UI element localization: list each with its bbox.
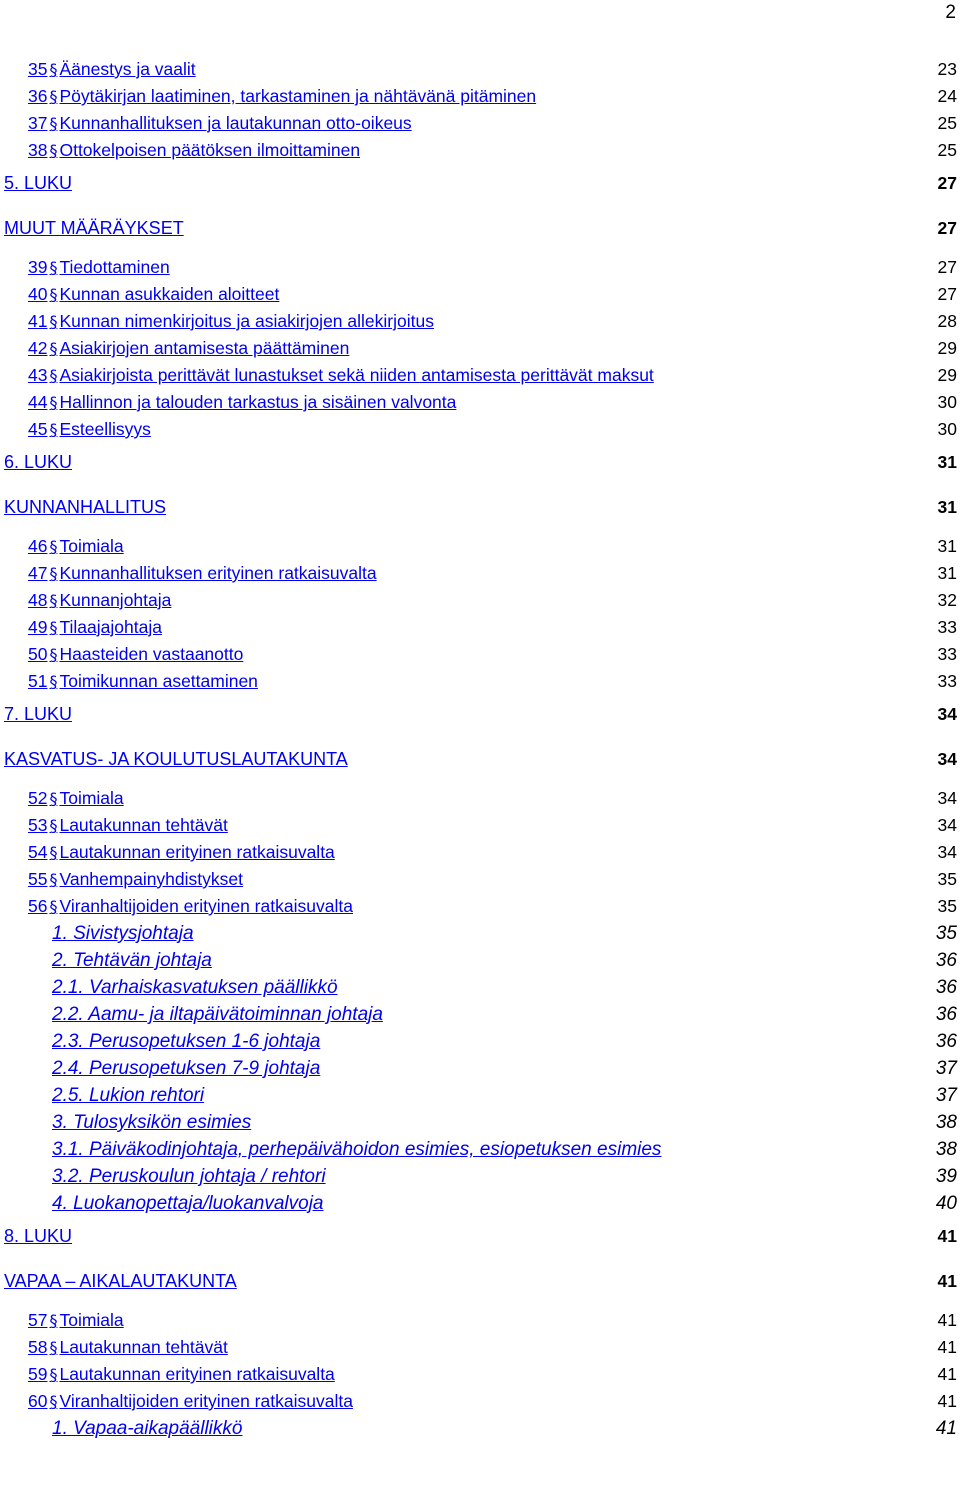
toc-item-title: Toimiala (59, 1310, 124, 1330)
toc-page-number: 35 (937, 869, 957, 889)
toc-page-number: 34 (937, 704, 957, 724)
toc-subitem[interactable] (0, 974, 960, 1001)
toc-link[interactable] (28, 839, 335, 866)
section-sign-icon: § (49, 537, 58, 556)
toc-item-number: 56 (28, 896, 48, 916)
toc-subitem[interactable] (0, 1055, 960, 1082)
toc-item-title: Toimiala (59, 788, 124, 808)
toc-item[interactable] (0, 308, 960, 335)
toc-item[interactable] (0, 839, 960, 866)
toc-item[interactable] (0, 335, 960, 362)
toc-item[interactable] (0, 893, 960, 920)
toc-page-number: 35 (937, 896, 957, 916)
section-sign-icon: § (49, 645, 58, 664)
toc-item-title: Tiedottaminen (59, 257, 170, 277)
toc-link[interactable] (28, 560, 377, 587)
toc-link[interactable] (28, 110, 412, 137)
section-sign-icon: § (49, 285, 58, 304)
toc-item-number: 42 (28, 338, 48, 358)
toc-subitem[interactable] (0, 1190, 960, 1217)
toc-page-number: 38 (935, 1112, 957, 1133)
toc-item[interactable] (0, 281, 960, 308)
section-sign-icon: § (49, 60, 58, 79)
toc-page-number: 41 (937, 1271, 957, 1291)
toc-page-number: 41 (937, 1226, 957, 1246)
toc-page-number: 36 (935, 1004, 957, 1025)
section-sign-icon: § (49, 672, 58, 691)
toc-link[interactable]: 7. LUKU (4, 704, 73, 724)
toc-page-number: 33 (937, 617, 957, 637)
toc-link[interactable] (28, 812, 228, 839)
toc-link[interactable] (28, 416, 151, 443)
toc-item[interactable] (0, 560, 960, 587)
toc-page-number: 27 (937, 218, 957, 238)
section-sign-icon: § (49, 258, 58, 277)
toc-subitem[interactable] (0, 1415, 960, 1442)
toc-item-title: Kunnanhallituksen erityinen ratkaisuvalta (59, 563, 377, 583)
toc-link[interactable]: 2.2. Aamu- ja iltapäivätoiminnan johtaja (52, 1004, 383, 1025)
toc-item-title: Kunnanhallituksen ja lautakunnan otto-oikeus (59, 113, 412, 133)
toc-page-number: 25 (937, 113, 957, 133)
toc-item[interactable] (0, 785, 960, 812)
toc-item[interactable] (0, 137, 960, 164)
toc-item-number: 48 (28, 590, 48, 610)
toc-link[interactable] (28, 83, 536, 110)
toc-item-title: Asiakirjoista perittävät lunastukset sekä niiden antamisesta perittävät maksut (59, 365, 654, 385)
toc-page-number: 41 (937, 1310, 957, 1330)
toc-link[interactable]: 2.4. Perusopetuksen 7-9 johtaja (52, 1058, 321, 1079)
toc-page-number: 34 (937, 842, 957, 862)
toc-page-number: 28 (937, 311, 957, 331)
toc-link[interactable]: 2.5. Lukion rehtori (52, 1085, 205, 1106)
toc-page-number: 30 (937, 392, 957, 412)
toc-page-number: 27 (937, 173, 957, 193)
toc-link[interactable]: 3. Tulosyksikön esimies (52, 1112, 252, 1133)
section-sign-icon: § (49, 1338, 58, 1357)
toc-item-number: 39 (28, 257, 48, 277)
toc-item[interactable] (0, 56, 960, 83)
toc-page-number: 29 (937, 338, 957, 358)
toc-item[interactable] (0, 614, 960, 641)
section-sign-icon: § (49, 1392, 58, 1411)
toc-link[interactable] (28, 1388, 353, 1415)
toc-item[interactable] (0, 389, 960, 416)
toc-item-number: 50 (28, 644, 48, 664)
toc-item-title: Pöytäkirjan laatiminen, tarkastaminen ja nähtävänä pitäminen (59, 86, 537, 106)
toc-item[interactable] (0, 668, 960, 695)
toc-link[interactable] (28, 362, 654, 389)
toc-item[interactable] (0, 1361, 960, 1388)
toc-link[interactable] (28, 668, 258, 695)
toc-item-number: 51 (28, 671, 48, 691)
toc-item-title: Vanhempainyhdistykset (59, 869, 243, 889)
toc-chapter[interactable] (0, 164, 960, 203)
toc-item[interactable] (0, 587, 960, 614)
toc-link[interactable] (28, 893, 353, 920)
toc-link[interactable]: 3.1. Päiväkodinjohtaja, perhepäivähoidon esimies, esiopetuksen esimies (52, 1139, 662, 1160)
toc-page-number: 41 (937, 1337, 957, 1357)
toc-page-number: 34 (937, 788, 957, 808)
toc-item-title: Kunnan asukkaiden aloitteet (59, 284, 280, 304)
toc-item[interactable] (0, 83, 960, 110)
toc-page-number: 31 (937, 536, 957, 556)
toc-page-number: 34 (937, 815, 957, 835)
toc-link[interactable] (28, 866, 243, 893)
section-sign-icon: § (49, 1365, 58, 1384)
toc-item-number: 45 (28, 419, 48, 439)
toc-item-title: Ottokelpoisen päätöksen ilmoittaminen (59, 140, 361, 160)
toc-page-number: 39 (935, 1166, 957, 1187)
toc-link[interactable] (28, 254, 170, 281)
toc-link[interactable] (28, 641, 243, 668)
toc-page-number: 37 (935, 1085, 957, 1106)
toc-item-number: 57 (28, 1310, 48, 1330)
section-sign-icon: § (49, 339, 58, 358)
toc-item-title: Hallinnon ja talouden tarkastus ja sisäinen valvonta (59, 392, 457, 412)
toc-page-number: 30 (937, 419, 957, 439)
toc-item[interactable] (0, 110, 960, 137)
toc-item-number: 59 (28, 1364, 48, 1384)
toc-subitem[interactable] (0, 1136, 960, 1163)
toc-link[interactable] (28, 614, 162, 641)
section-sign-icon: § (49, 114, 58, 133)
toc-item[interactable] (0, 1334, 960, 1361)
toc-page-number: 34 (937, 749, 957, 769)
toc-subitem[interactable] (0, 1163, 960, 1190)
toc-link[interactable]: KASVATUS- JA KOULUTUSLAUTAKUNTA (4, 749, 348, 769)
toc-link[interactable] (28, 56, 196, 83)
toc-item[interactable] (0, 362, 960, 389)
toc-link[interactable] (28, 1334, 228, 1361)
toc-page-number: 29 (937, 365, 957, 385)
toc-item-number: 46 (28, 536, 48, 556)
toc-item[interactable] (0, 641, 960, 668)
toc-item-number: 37 (28, 113, 48, 133)
toc-link[interactable] (28, 1307, 124, 1334)
toc-item-title: Kunnanjohtaja (59, 590, 172, 610)
toc-subitem[interactable] (0, 1082, 960, 1109)
toc-page-number: 40 (935, 1193, 957, 1214)
toc-item-number: 44 (28, 392, 48, 412)
toc-item-number: 55 (28, 869, 48, 889)
toc-item-title: Äänestys ja vaalit (59, 59, 196, 79)
toc-page-number: 27 (937, 257, 957, 277)
toc-link[interactable] (28, 137, 360, 164)
toc-item-number: 47 (28, 563, 48, 583)
toc-link[interactable] (28, 1361, 335, 1388)
toc-page-number: 35 (935, 923, 957, 944)
toc-item[interactable] (0, 812, 960, 839)
toc-link[interactable] (28, 308, 434, 335)
section-sign-icon: § (49, 591, 58, 610)
toc-item-number: 36 (28, 86, 48, 106)
toc-link[interactable]: 8. LUKU (4, 1226, 73, 1246)
toc-link[interactable]: 1. Sivistysjohtaja (52, 923, 194, 944)
toc-page-number: 41 (937, 1391, 957, 1411)
toc-item-number: 35 (28, 59, 48, 79)
toc-item[interactable] (0, 1388, 960, 1415)
toc-section-title[interactable] (0, 734, 960, 785)
toc-item-number: 38 (28, 140, 48, 160)
toc-item-title: Viranhaltijoiden erityinen ratkaisuvalta (59, 1391, 353, 1411)
toc-item-number: 41 (28, 311, 48, 331)
toc-page-number: 41 (937, 1364, 957, 1384)
toc-item-number: 58 (28, 1337, 48, 1357)
toc-item-title: Tilaajajohtaja (59, 617, 162, 637)
toc-item-title: Viranhaltijoiden erityinen ratkaisuvalta (59, 896, 353, 916)
section-sign-icon: § (49, 393, 58, 412)
section-sign-icon: § (49, 87, 58, 106)
toc-link[interactable]: 1. Vapaa-aikapäällikkö (52, 1418, 243, 1439)
toc-page-number: 25 (937, 140, 957, 160)
toc-subitem[interactable] (0, 920, 960, 947)
toc-link[interactable]: KUNNANHALLITUS (4, 497, 167, 517)
toc-item[interactable] (0, 866, 960, 893)
toc-link[interactable]: 2.1. Varhaiskasvatuksen päällikkö (52, 977, 338, 998)
toc-item-title: Haasteiden vastaanotto (59, 644, 244, 664)
section-sign-icon: § (49, 420, 58, 439)
toc-subitem[interactable] (0, 947, 960, 974)
toc-link[interactable] (28, 335, 349, 362)
toc-item-title: Lautakunnan erityinen ratkaisuvalta (59, 1364, 335, 1384)
toc-page-number: 24 (937, 86, 957, 106)
toc-page-number: 36 (935, 977, 957, 998)
toc-item-title: Lautakunnan tehtävät (59, 1337, 228, 1357)
toc-item-number: 52 (28, 788, 48, 808)
toc-item[interactable] (0, 254, 960, 281)
table-of-contents (0, 56, 960, 1442)
section-sign-icon: § (49, 789, 58, 808)
page-number: 2 (945, 2, 956, 23)
toc-page-number: 31 (937, 452, 957, 472)
toc-page-number: 31 (937, 563, 957, 583)
toc-item[interactable] (0, 416, 960, 443)
section-sign-icon: § (49, 141, 58, 160)
toc-link[interactable] (28, 281, 279, 308)
toc-link[interactable]: 5. LUKU (4, 173, 73, 193)
toc-chapter[interactable] (0, 443, 960, 482)
toc-link[interactable]: 2.3. Perusopetuksen 1-6 johtaja (52, 1031, 321, 1052)
toc-link[interactable]: MUUT MÄÄRÄYKSET (4, 218, 184, 238)
toc-section-title[interactable] (0, 203, 960, 254)
toc-item-title: Lautakunnan erityinen ratkaisuvalta (59, 842, 335, 862)
toc-page-number: 41 (935, 1418, 957, 1439)
toc-link[interactable]: 4. Luokanopettaja/luokanvalvoja (52, 1193, 324, 1214)
section-sign-icon: § (49, 366, 58, 385)
toc-item-title: Esteellisyys (59, 419, 151, 439)
section-sign-icon: § (49, 816, 58, 835)
toc-chapter[interactable] (0, 1217, 960, 1256)
toc-item-number: 49 (28, 617, 48, 637)
section-sign-icon: § (49, 618, 58, 637)
toc-page-number: 36 (935, 1031, 957, 1052)
toc-link[interactable] (28, 587, 171, 614)
toc-link[interactable] (28, 533, 124, 560)
section-sign-icon: § (49, 870, 58, 889)
toc-item-title: Toimiala (59, 536, 124, 556)
toc-page-number: 36 (935, 950, 957, 971)
toc-subitem[interactable] (0, 1001, 960, 1028)
toc-item-title: Asiakirjojen antamisesta päättäminen (59, 338, 350, 358)
toc-link[interactable]: 2. Tehtävän johtaja (52, 950, 212, 971)
toc-item-number: 60 (28, 1391, 48, 1411)
toc-page-number: 33 (937, 644, 957, 664)
toc-page-number: 38 (935, 1139, 957, 1160)
toc-item[interactable] (0, 1307, 960, 1334)
toc-item-number: 43 (28, 365, 48, 385)
toc-page-number: 31 (937, 497, 957, 517)
toc-item-title: Kunnan nimenkirjoitus ja asiakirjojen allekirjoitus (59, 311, 434, 331)
toc-section-title[interactable] (0, 1256, 960, 1307)
section-sign-icon: § (49, 897, 58, 916)
toc-link[interactable]: VAPAA – AIKALAUTAKUNTA (4, 1271, 237, 1291)
section-sign-icon: § (49, 564, 58, 583)
toc-chapter[interactable] (0, 695, 960, 734)
toc-page-number: 23 (937, 59, 957, 79)
toc-item-number: 53 (28, 815, 48, 835)
toc-page-number: 27 (937, 284, 957, 304)
toc-page-number: 37 (935, 1058, 957, 1079)
section-sign-icon: § (49, 312, 58, 331)
toc-subitem[interactable] (0, 1109, 960, 1136)
toc-item-number: 40 (28, 284, 48, 304)
section-sign-icon: § (49, 1311, 58, 1330)
toc-subitem[interactable] (0, 1028, 960, 1055)
toc-page-number: 32 (937, 590, 957, 610)
toc-item-number: 54 (28, 842, 48, 862)
toc-link[interactable] (28, 785, 124, 812)
toc-item-title: Lautakunnan tehtävät (59, 815, 228, 835)
toc-item[interactable] (0, 533, 960, 560)
toc-link[interactable]: 3.2. Peruskoulun johtaja / rehtori (52, 1166, 326, 1187)
toc-page-number: 33 (937, 671, 957, 691)
toc-link[interactable] (28, 389, 456, 416)
toc-section-title[interactable] (0, 482, 960, 533)
toc-item-title: Toimikunnan asettaminen (59, 671, 258, 691)
section-sign-icon: § (49, 843, 58, 862)
toc-link[interactable]: 6. LUKU (4, 452, 73, 472)
